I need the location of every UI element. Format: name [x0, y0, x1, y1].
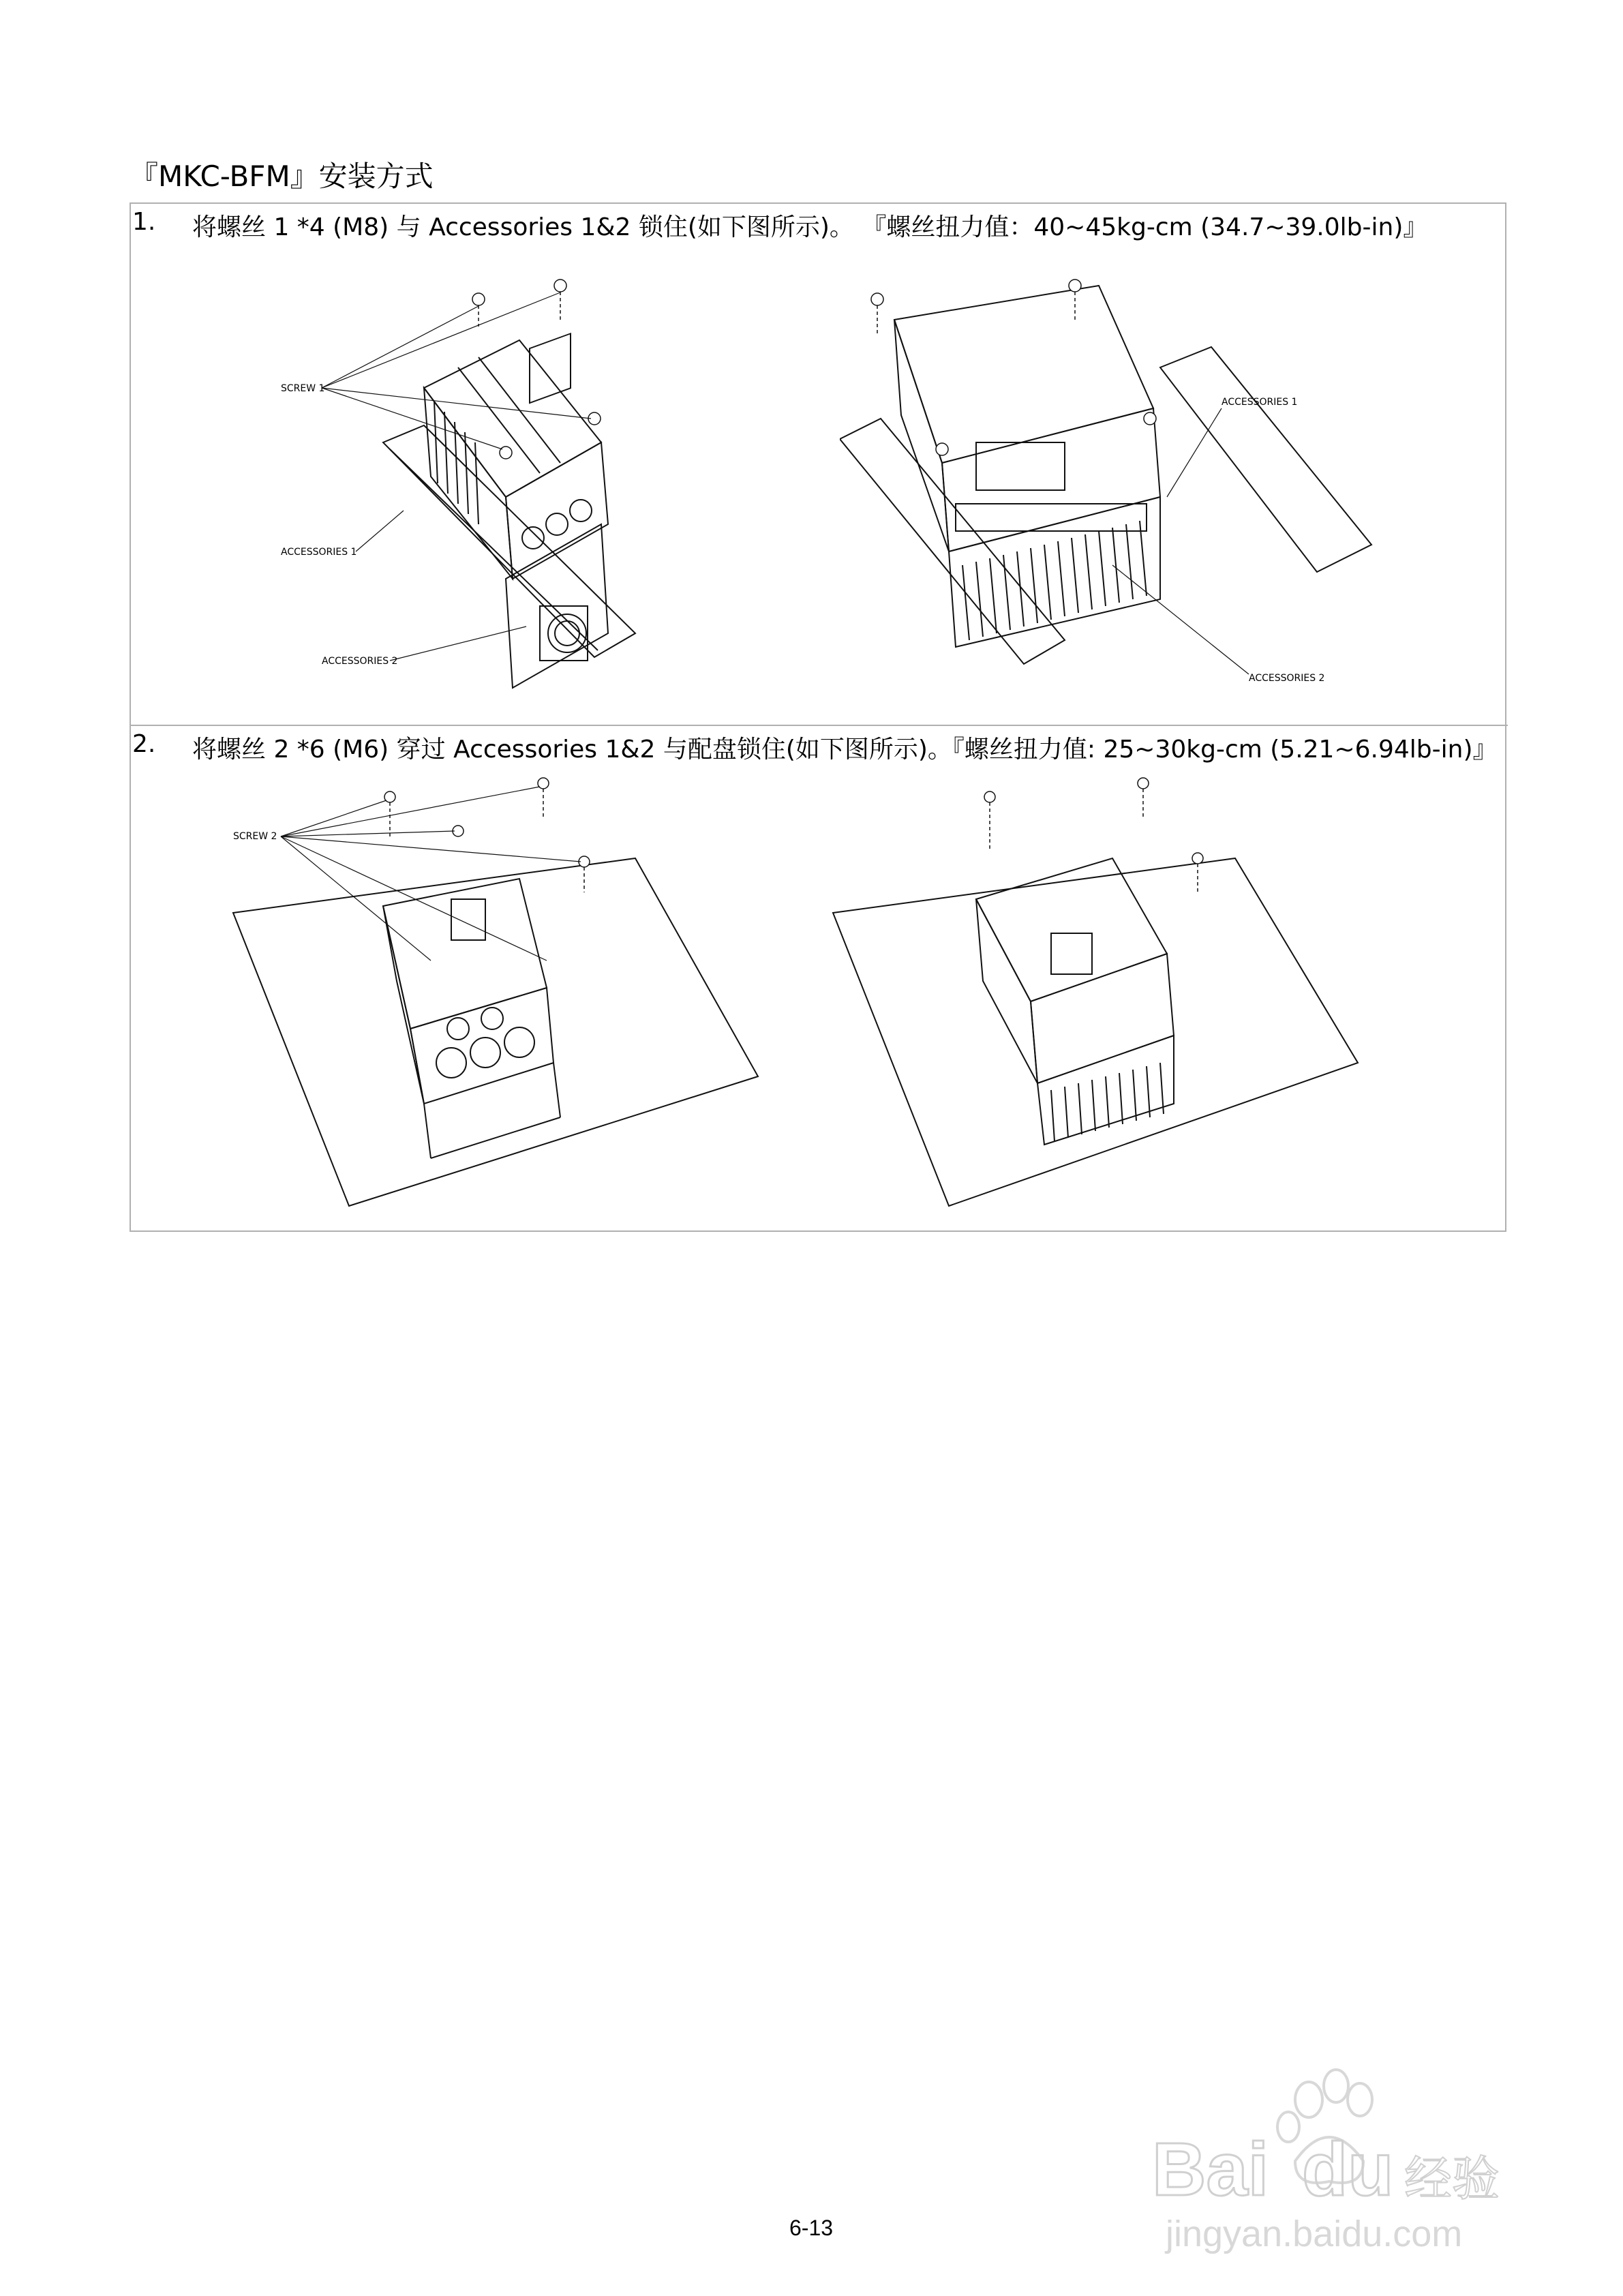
baidu-jingyan-watermark: [1132, 2059, 1513, 2263]
figure-step2-right: [826, 776, 1371, 1213]
watermark-url: jingyan.baidu.com: [1166, 2214, 1463, 2254]
accessories1-label: ACCESSORIES 1: [1222, 397, 1298, 408]
screw1-label: SCREW 1: [281, 383, 325, 394]
svg-text:经验: 经验: [1404, 2151, 1500, 2207]
accessories2-label: ACCESSORIES 2: [1249, 673, 1325, 684]
figure-step2-left: [226, 776, 772, 1213]
accessories2-label: ACCESSORIES 2: [322, 656, 398, 667]
step-text: 将螺丝 2 *6 (M6) 穿过 Accessories 1&2 与配盘锁住(如下图所示)。『螺丝扭力值: 25~30kg-cm (5.21~6.94lb-in)』: [192, 736, 1498, 764]
step-text: 将螺丝 1 *4 (M8) 与 Accessories 1&2 锁住(如下图所示)。 『螺丝扭力值：40~45kg-cm (34.7~39.0lb-in)』: [192, 213, 1428, 241]
step-1: [131, 204, 1508, 239]
svg-text:du: du: [1302, 2128, 1394, 2211]
svg-text:Bai: Bai: [1152, 2128, 1269, 2211]
accessories1-label: ACCESSORIES 1: [281, 547, 357, 558]
figure-step1-left: [281, 279, 772, 715]
page-number: 6-13: [789, 2216, 834, 2240]
instruction-table: [130, 202, 1506, 1232]
step-2: [131, 725, 1508, 764]
step-number: 2.: [132, 730, 156, 758]
figure-step1-right: [840, 279, 1426, 715]
screw2-label: SCREW 2: [233, 831, 277, 842]
section-title: 『MKC-BFM』安装方式: [130, 160, 434, 193]
step-number: 1.: [132, 208, 156, 236]
